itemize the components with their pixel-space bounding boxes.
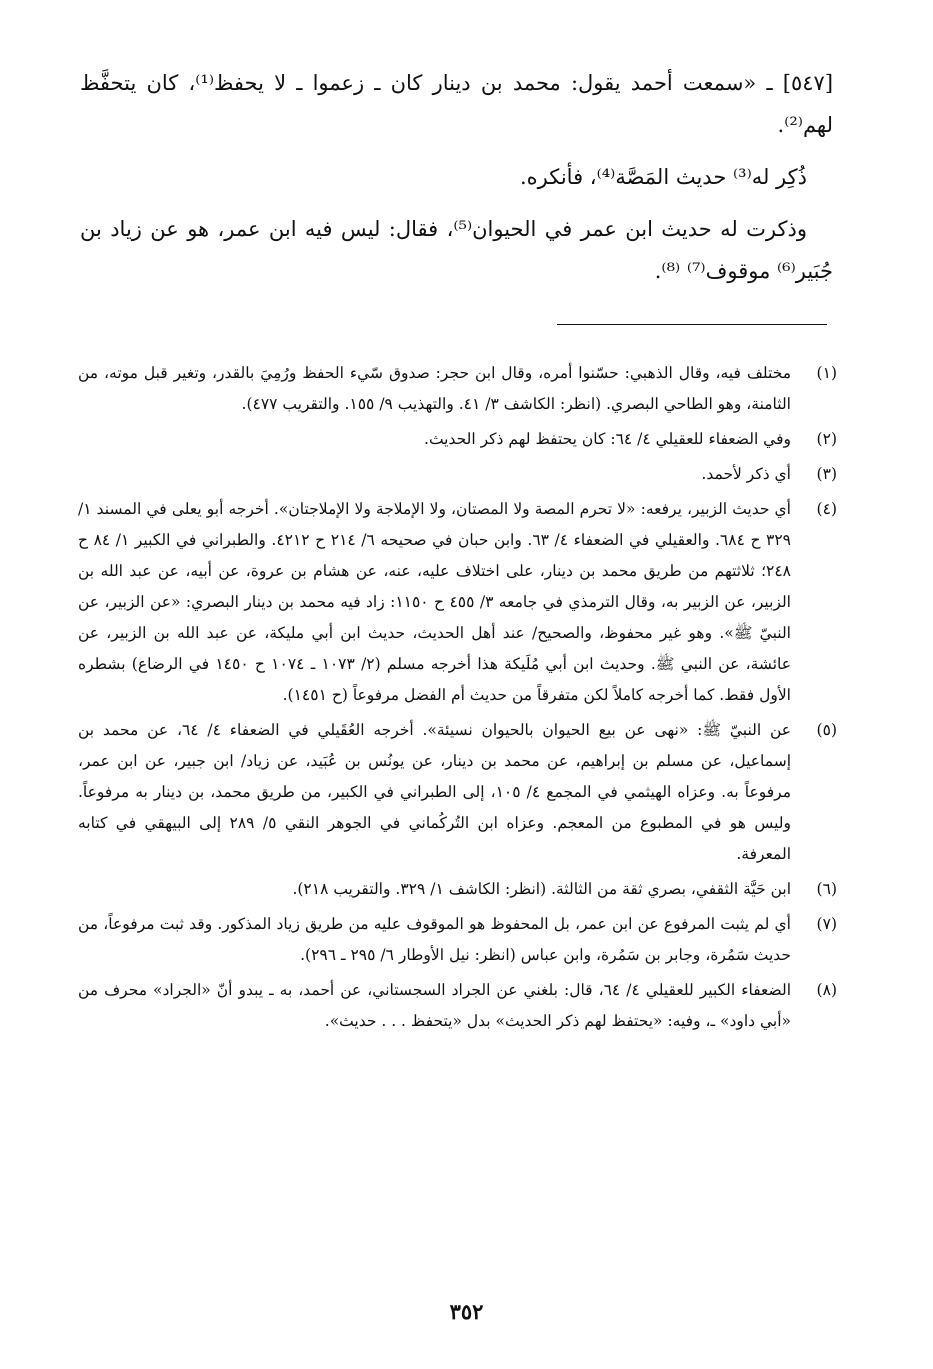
- footnote: [78, 424, 837, 455]
- footnote-text: وفي الضعفاء للعقيلي ٤/ ٦٤: كان يحتفظ لهم ذكر الحديث.: [424, 430, 791, 448]
- footnote-text: ابن حَيَّة الثقفي، بصري ثقة من الثالثة. (انظر: الكاشف ١/ ٣٢٩. والتقريب ٢١٨).: [292, 880, 791, 898]
- main-text: [80, 62, 833, 292]
- footnote-text: الضعفاء الكبير للعقيلي ٤/ ٦٤، قال: بلغني عن الجراد السجستاني، عن أحمد، به ـ يبدو أنّ «الجراد» محرف من «أبي داود» ـ، وفيه: «يحتفظ لهم ذكر الحديث» بدل «يتحفظ . . . حديث».: [78, 981, 792, 1030]
- footnote-text: مختلف فيه، وقال الذهبي: حسّنوا أمره، وقال ابن حجر: صدوق سّيء الحفظ ورُمِيَ بالقدر، وتغير قبل موته، من الثامنة، وهو الطاحي البصري. (انظر: الكاشف ٣/ ٤١. والتهذيب ٩/ ١٥٥. والتقريب ٤٧٧).: [78, 364, 791, 413]
- page-number: ٣٥٢: [449, 1299, 484, 1324]
- footnote-number: (١): [816, 364, 837, 382]
- footnote: [78, 874, 837, 905]
- footnote-text: عن النبيّ ﷺ: «نهى عن بيع الحيوان بالحيوان نسيئة». أخرجه العُقَيلي في الضعفاء ٤/ ٦٤، عن محمد بن إسماعيل، عن مسلم بن إبراهيم، عن محمد بن دينار، عن يونُس بن عُبَيد، عن زياد/ ابن جبير، عن ابن عمر، مرفوعاً به. وعزاه الهيثمي في المجمع ٤/ ١٠٥، إلى الطبراني في الكبير، من طريق محمد، بن دينار به مرفوعاً. وليس هو في المطبوع من المعجم. وعزاه ابن التُركُماني في الجوهر النقي ٥/ ٢٨٩ إلى البيهقي في كتابه المعرفة.: [78, 721, 791, 863]
- footnote: [78, 715, 837, 870]
- main-paragraph: [٥٤٧] ـ «سمعت أحمد يقول: محمد بن دينار كان ـ زعموا ـ لا يحفظ⁽¹⁾، كان يتحفَّظ لهم⁽²⁾.: [80, 71, 834, 137]
- footnote-separator: [557, 324, 827, 325]
- main-paragraph: ذُكِر له⁽³⁾ حديث المَصَّة⁽⁴⁾، فأنكره.: [519, 165, 807, 189]
- footnote-number: (٨): [816, 981, 837, 999]
- footnote-number: (٤): [816, 500, 837, 518]
- footnote-number: (٦): [816, 880, 837, 898]
- footnote: [78, 459, 837, 490]
- footnote-number: (٢): [816, 430, 837, 448]
- footnote: [78, 358, 837, 420]
- footnote-number: (٣): [816, 465, 837, 483]
- main-paragraph: وذكرت له حديث ابن عمر في الحيوان⁽⁵⁾، فقال: ليس فيه ابن عمر، هو عن زياد بن جُبَير⁽⁶⁾ موقوف⁽⁷⁾ ⁽⁸⁾.: [80, 217, 833, 283]
- footnote-text: أي ذكر لأحمد.: [701, 465, 791, 483]
- footnotes: [78, 358, 837, 1041]
- footnote-number: (٧): [816, 915, 837, 933]
- footnote: [78, 975, 837, 1037]
- footnote: [78, 909, 837, 971]
- footnote: [78, 494, 837, 711]
- footnote-text: أي لم يثبت المرفوع عن ابن عمر، بل المحفوظ هو الموقوف عليه من طريق زياد المذكور. وقد ثبت مرفوعاً، من حديث سَمُرة، وجابر بن سَمُرة، وابن عباس (انظر: نيل الأوطار ٦/ ٢٩٥ ـ ٢٩٦).: [78, 915, 791, 964]
- footnote-number: (٥): [816, 721, 837, 739]
- footnote-text: أي حديث الزبير، يرفعه: «لا تحرم المصة ولا المصتان، ولا الإملاجة ولا الإملاجتان». أخرجه أبو يعلى في المسند ١/ ٣٢٩ ح ٦٨٤. والعقيلي في الضعفاء ٤/ ٦٣. وابن حبان في صحيحه ٦/ ٢١٤ ح ٤٢١٢. والطبراني في الكبير ١/ ٨٤ ح ٢٤٨؛ ثلاثتهم من طريق محمد بن دينار، على اختلاف عليه، عنه، عن هشام بن عروة، عن أبيه، عن عبد الله بن الزبير، عن الزبير به، وقال الترمذي في جامعه ٣/ ٤٥٥ ح ١١٥٠: زاد فيه محمد بن دينار البصري: «عن الزبير، عن النبيّ ﷺ». وهو غير محفوظ، والصحيح/ عند أهل الحديث، حديث ابن أبي مليكة، عن عبد الله بن الزبير، عن عائشة، عن النبي ﷺ. وحديث ابن أبي مُلَيكة هذا أخرجه مسلم (٢/ ١٠٧٣ ـ ١٠٧٤ ح ١٤٥٠ في الرضاع) بشطره الأول فقط. كما أخرجه كاملاً لكن متفرقاً من حديث أم الفضل مرفوعاً (ح ١٤٥١).: [78, 500, 792, 704]
